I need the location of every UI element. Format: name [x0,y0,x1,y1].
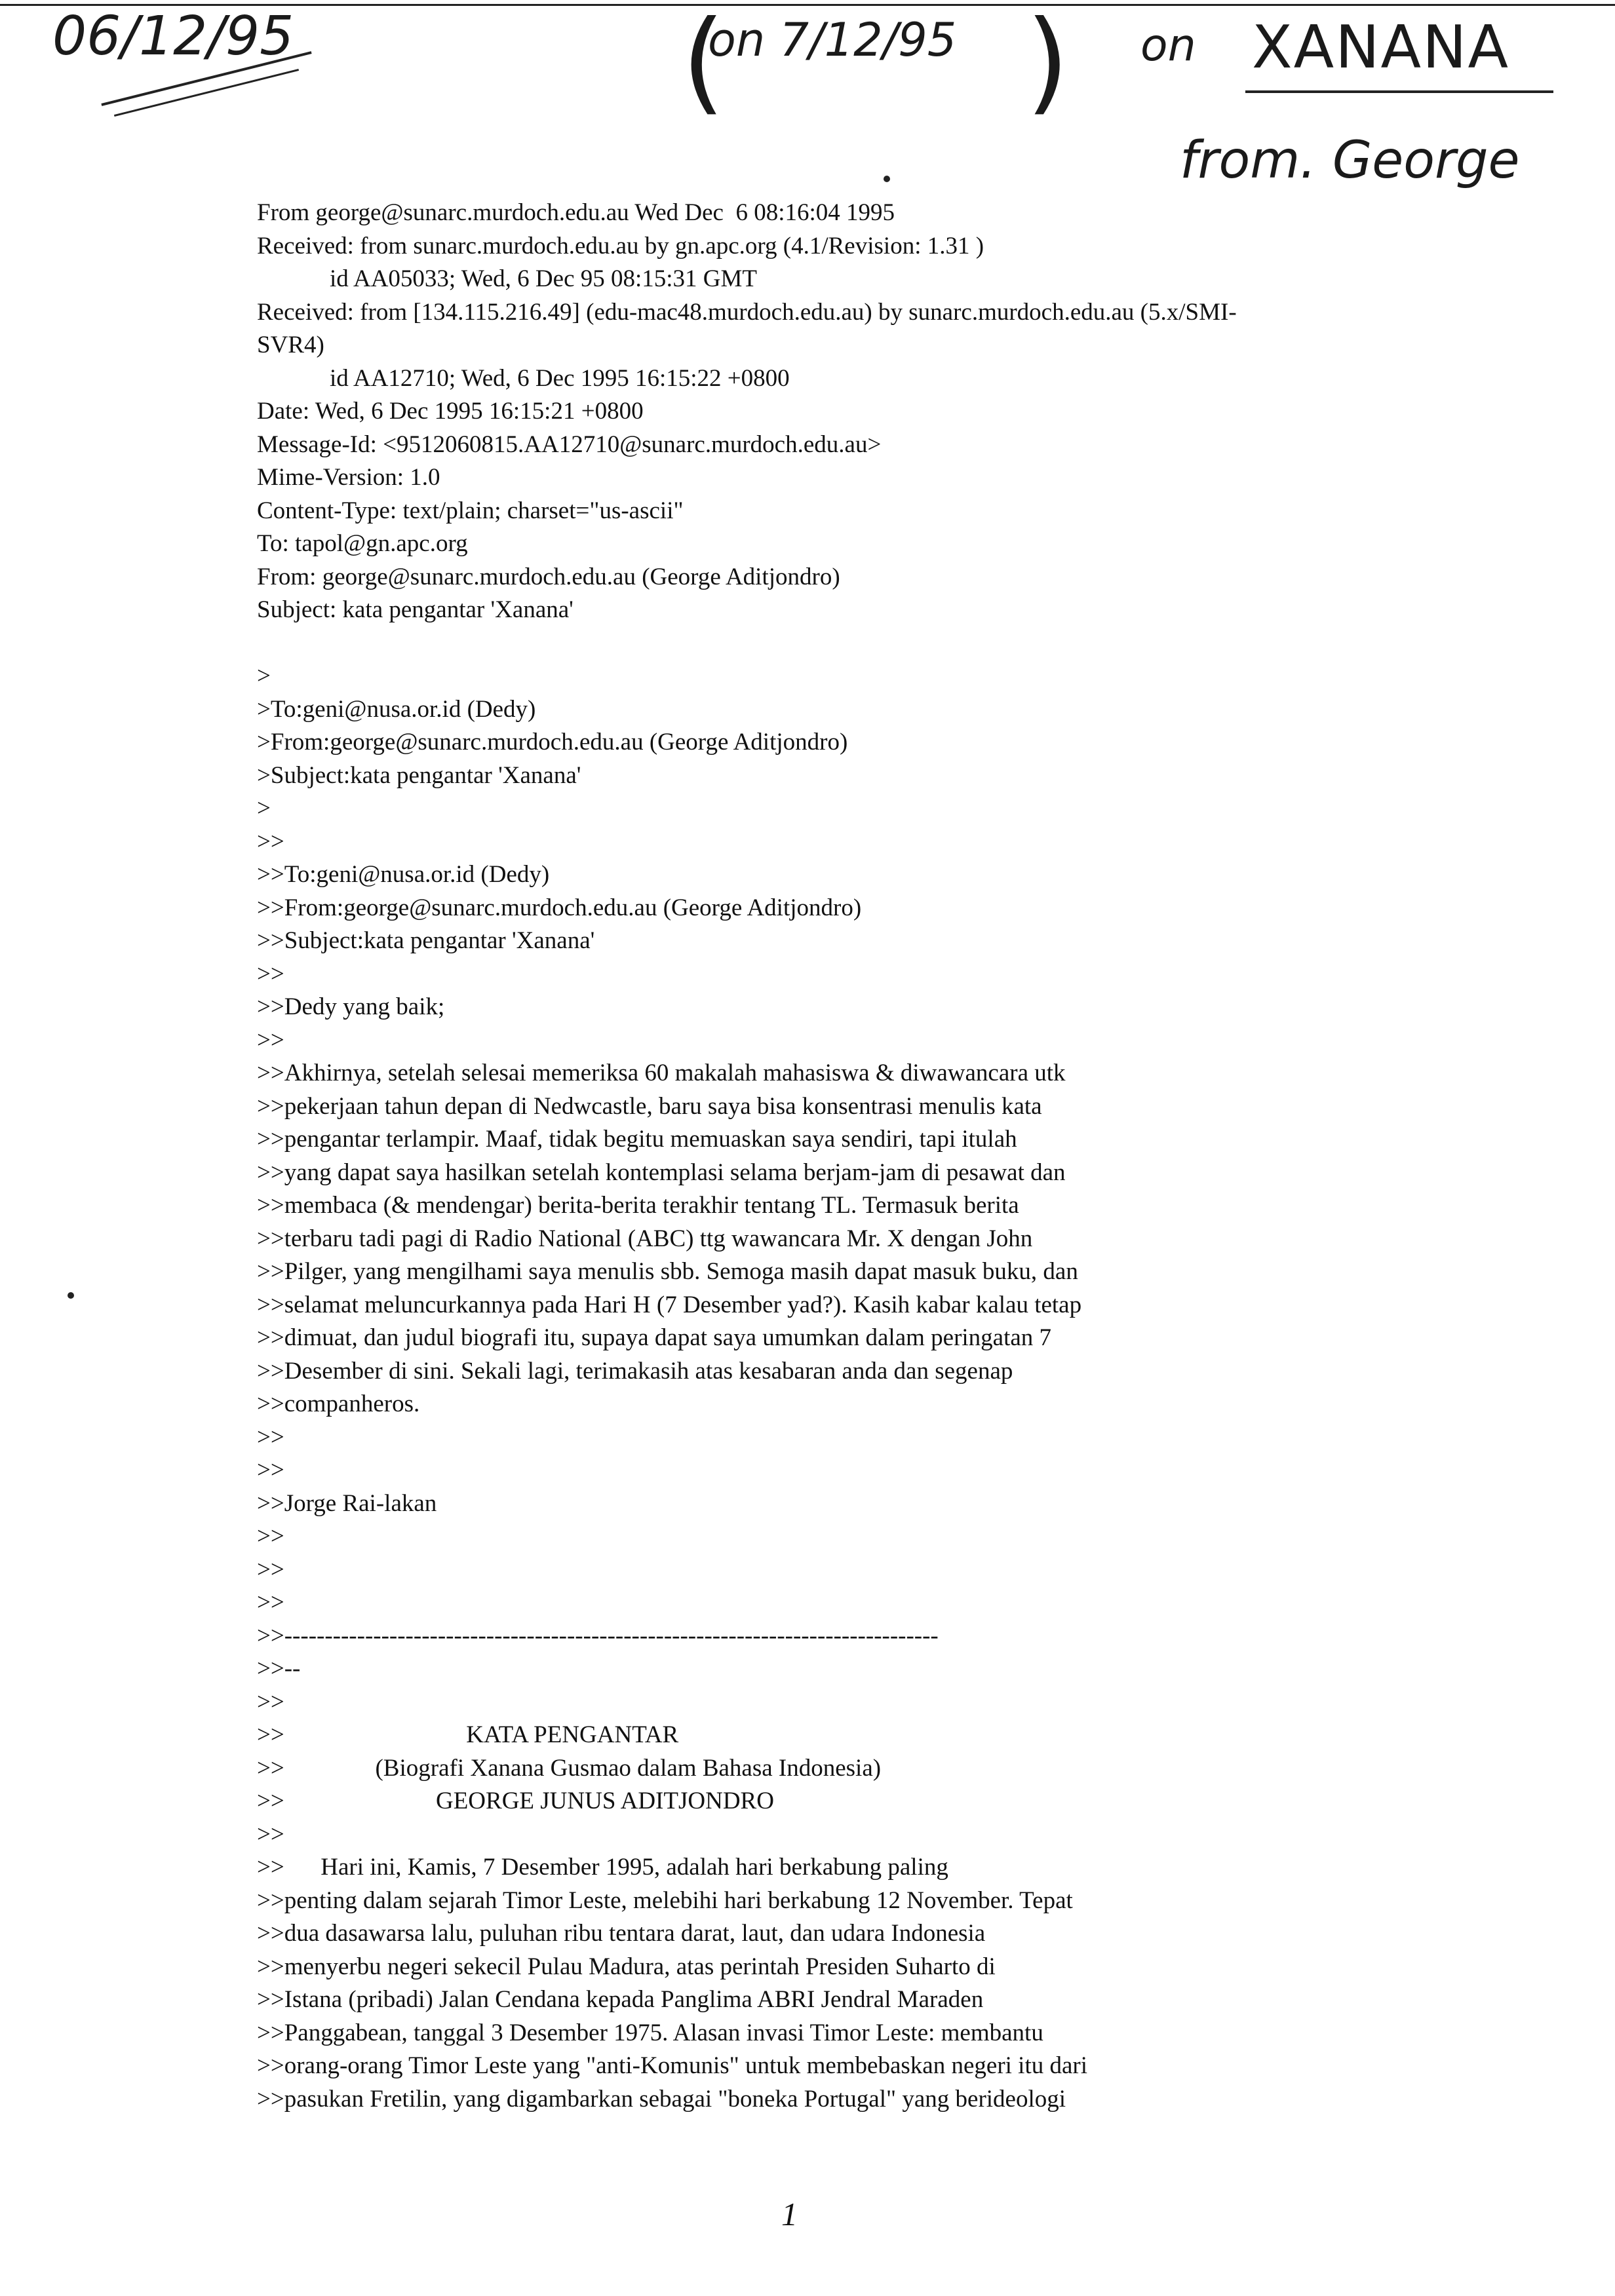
body-line: >> [257,1688,284,1715]
section-author: >> GEORGE JUNUS ADITJONDRO [257,1788,774,1814]
body-line: >>dua dasawarsa lalu, puluhan ribu tentara darat, laut, dan udara Indonesia [257,1920,986,1947]
body-line: >>pekerjaan tahun depan di Nedwcastle, baru saya bisa konsentrasi menulis kata [257,1092,1042,1120]
body-line: >> [257,1523,284,1550]
body-line: >>Subject:kata pengantar 'Xanana' [257,927,595,954]
body-line: >>companheros. [257,1390,420,1417]
body-line: >> [257,1423,284,1451]
handwritten-date: 06/12/95 [52,5,294,67]
body-line: >From:george@sunarc.murdoch.edu.au (George Aditjondro) [257,729,848,756]
handwritten-on: on [1140,20,1196,71]
section-title: >> KATA PENGANTAR [257,1721,679,1748]
body-line: >> [257,1026,284,1054]
body-line: >>penting dalam sejarah Timor Leste, melebihi hari berkabung 12 November. Tepat [257,1886,1073,1914]
handwritten-xanana: XANANA [1252,13,1510,82]
body-line: >> [257,828,284,855]
body-line: >> [257,1556,284,1583]
body-line: >>pengantar terlampir. Maaf, tidak begitu memuaskan saya sendiri, tapi itulah [257,1126,1017,1153]
body-line: >>From:george@sunarc.murdoch.edu.au (George Aditjondro) [257,894,862,921]
header-line: From: george@sunarc.murdoch.edu.au (George Aditjondro) [257,563,840,590]
header-line: id AA12710; Wed, 6 Dec 1995 16:15:22 +0800 [257,364,790,392]
handwritten-xanana-underline [1245,90,1553,93]
blank-line [257,627,1424,660]
body-line: > [257,662,271,689]
body-line: >>Pilger, yang mengilhami saya menulis sbb. Semoga masih dapat masuk buku, dan [257,1258,1078,1285]
body-line: >>Akhirnya, setelah selesai memeriksa 60 makalah mahasiswa & diwawancara utk [257,1060,1066,1086]
page-number: 1 [781,2196,798,2232]
body-line: >>Panggabean, tanggal 3 Desember 1975. Alasan invasi Timor Leste: membantu [257,2019,1043,2046]
header-line: Message-Id: <9512060815.AA12710@sunarc.murdoch.edu.au> [257,430,882,458]
handwritten-open-paren: ( [682,0,726,126]
header-line: Subject: kata pengantar 'Xanana' [257,596,574,623]
header-line: Content-Type: text/plain; charset="us-ascii" [257,497,684,524]
body-line: >>--------------------------------------------------------------------------------- [257,1622,939,1649]
handwritten-from-george: from. George [1180,131,1520,190]
header-line: Mime-Version: 1.0 [257,464,440,491]
body-line: > [257,795,271,822]
handwritten-on-date: on 7/12/95 [708,13,957,67]
body-line: >>membaca (& mendengar) berita-berita terakhir tentang TL. Termasuk berita [257,1192,1019,1219]
body-line: >>dimuat, dan judul biografi itu, supaya dapat saya umumkan dalam peringatan 7 [257,1324,1052,1351]
ink-dot [68,1292,74,1299]
body-line: >> [257,1820,284,1848]
body-line: >>pasukan Fretilin, yang digambarkan sebagai "boneka Portugal" yang berideologi [257,2085,1066,2113]
body-line: >>Desember di sini. Sekali lagi, terimakasih atas kesabaran anda dan segenap [257,1357,1013,1385]
body-line: >>yang dapat saya hasilkan setelah kontemplasi selama berjam-jam di pesawat dan [257,1158,1066,1186]
section-subtitle: >> (Biografi Xanana Gusmao dalam Bahasa Indonesia) [257,1754,882,1782]
header-line: id AA05033; Wed, 6 Dec 95 08:15:31 GMT [257,265,758,292]
email-document [257,197,1424,2116]
header-line: From george@sunarc.murdoch.edu.au Wed Dec 6 08:16:04 1995 [257,199,895,226]
body-line: >>To:geni@nusa.or.id (Dedy) [257,861,550,888]
body-line: >> Hari ini, Kamis, 7 Desember 1995, adalah hari berkabung paling [257,1854,948,1881]
ink-dot [884,176,890,182]
handwritten-close-paren: ) [1026,0,1070,126]
body-line: >Subject:kata pengantar 'Xanana' [257,761,581,789]
body-line: >To:geni@nusa.or.id (Dedy) [257,695,536,723]
body-line: >> [257,1589,284,1616]
body-line: >> [257,960,284,987]
header-line: SVR4) [257,332,324,358]
header-line: Date: Wed, 6 Dec 1995 16:15:21 +0800 [257,398,644,425]
email-body [257,660,1424,2116]
body-line: >>Dedy yang baik; [257,993,445,1020]
header-line: Received: from sunarc.murdoch.edu.au by gn.apc.org (4.1/Revision: 1.31 ) [257,232,984,259]
header-line: To: tapol@gn.apc.org [257,530,468,557]
body-line: >> [257,1457,284,1483]
header-line: Received: from [134.115.216.49] (edu-mac48.murdoch.edu.au) by sunarc.murdoch.edu.au (5.x/SMI- [257,298,1237,326]
body-line: >>Istana (pribadi) Jalan Cendana kepada Panglima ABRI Jendral Maraden [257,1986,984,2013]
body-line: >>selamat meluncurkannya pada Hari H (7 Desember yad?). Kasih kabar kalau tetap [257,1291,1082,1318]
body-line: >>orang-orang Timor Leste yang "anti-Komunis" untuk membebaskan negeri itu dari [257,2052,1087,2079]
body-line: >>-- [257,1655,301,1682]
body-line: >>menyerbu negeri sekecil Pulau Madura, atas perintah Presiden Suharto di [257,1953,996,1980]
body-line: >>terbaru tadi pagi di Radio National (ABC) ttg wawancara Mr. X dengan John [257,1225,1033,1252]
email-headers [257,197,1424,627]
body-line: >>Jorge Rai-lakan [257,1489,437,1517]
